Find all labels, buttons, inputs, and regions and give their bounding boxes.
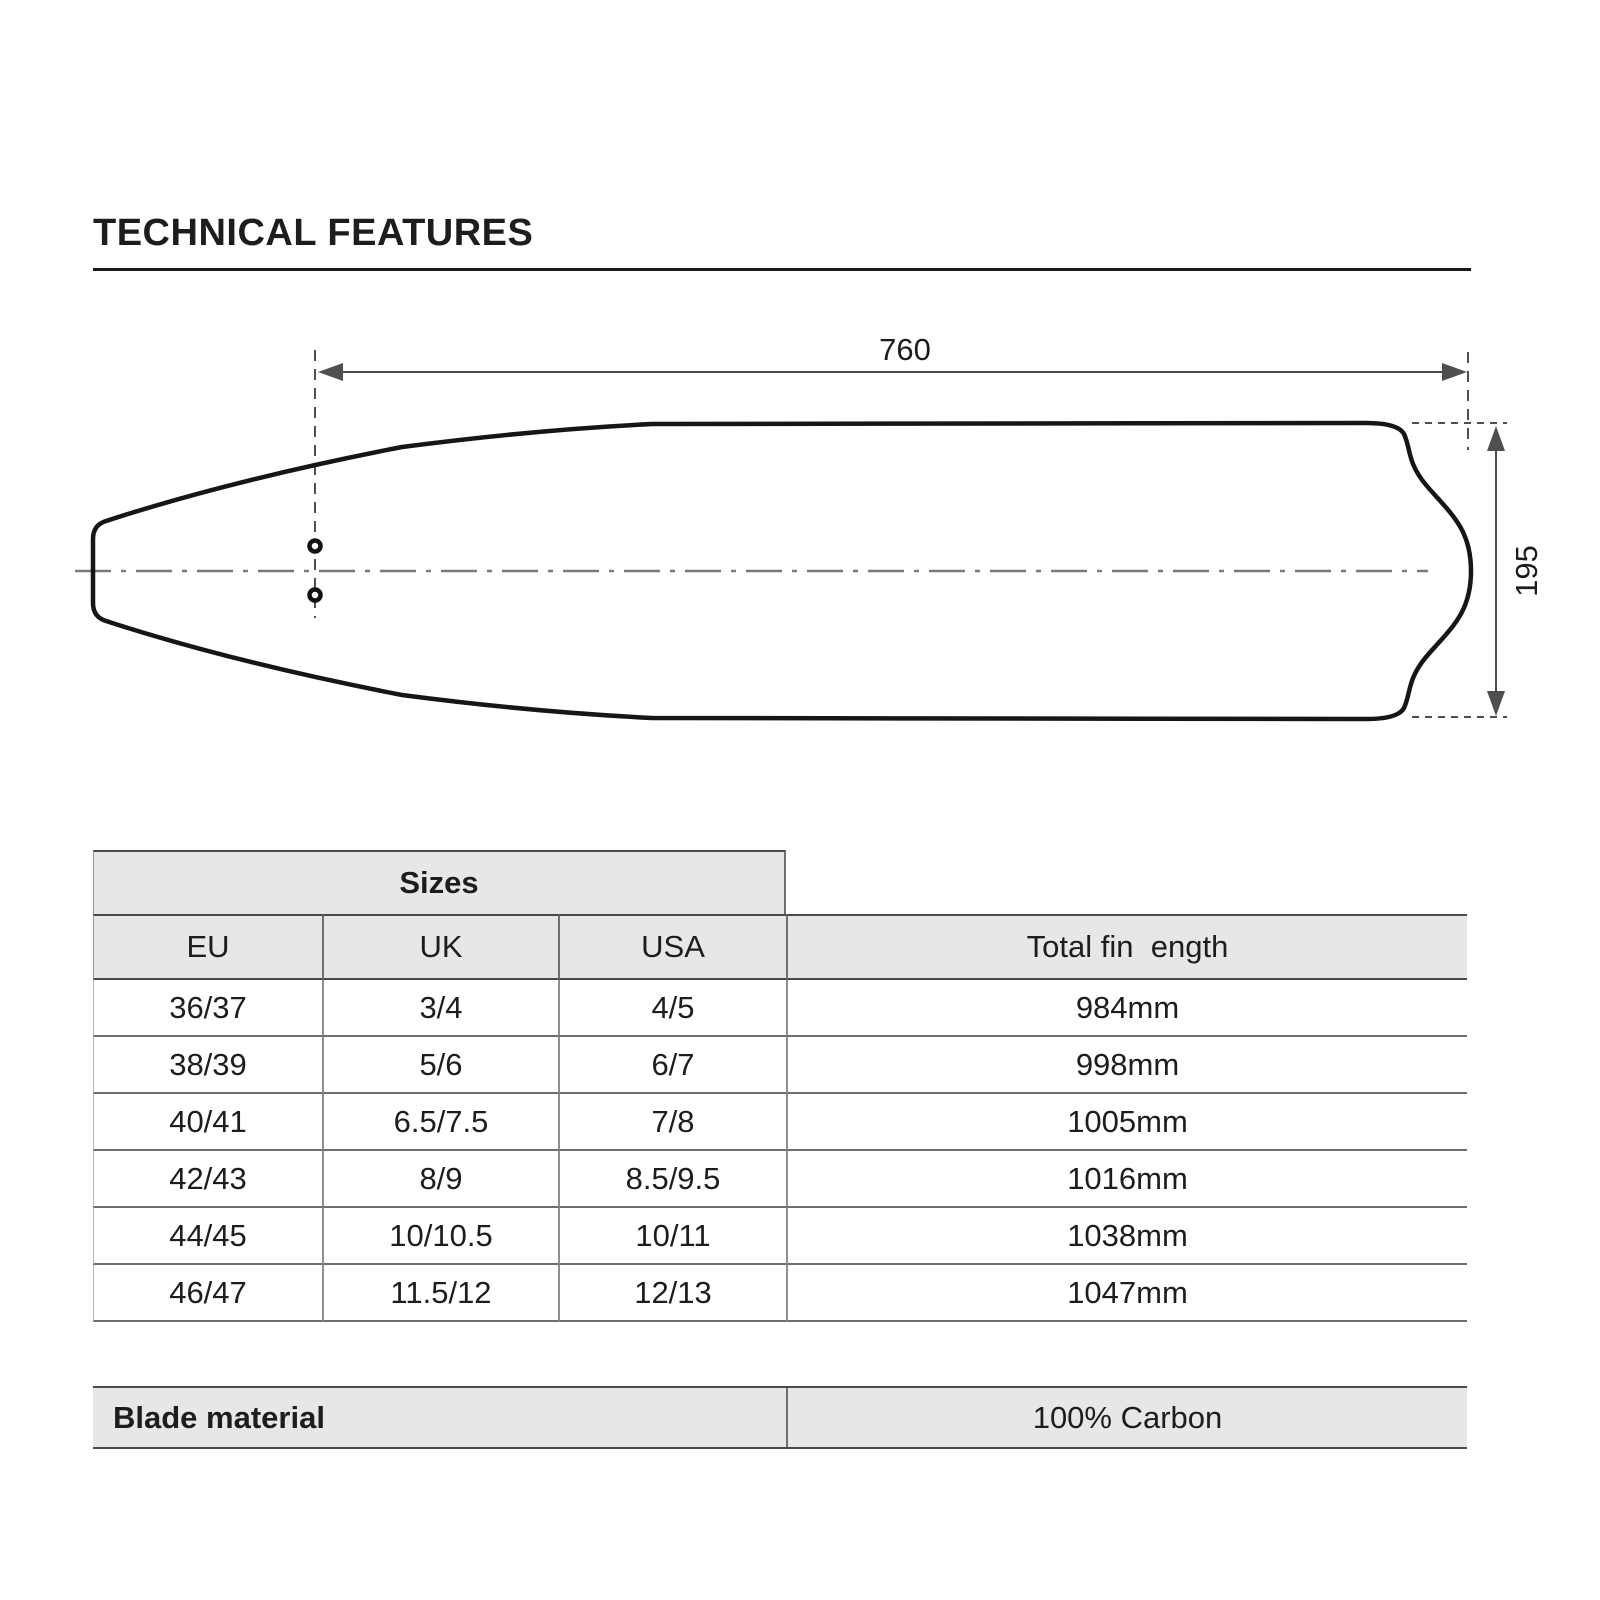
cell-total-length: 1038mm: [786, 1208, 1467, 1265]
cell-uk: 3/4: [322, 980, 558, 1037]
fin-technical-drawing: [0, 300, 1600, 770]
sizes-group-header-row: [93, 850, 1467, 914]
arrowhead-left-icon: [318, 363, 343, 381]
table-row: [93, 1094, 1467, 1151]
column-header-total-fin-length: Total fin ength: [786, 914, 1467, 980]
cell-total-length: 1047mm: [786, 1265, 1467, 1322]
column-header-row: [93, 914, 1467, 980]
cell-total-length: 984mm: [786, 980, 1467, 1037]
cell-eu: 46/47: [93, 1265, 322, 1322]
width-dimension: [1487, 426, 1544, 716]
material-label: Blade material: [113, 1399, 325, 1435]
cell-eu: 44/45: [93, 1208, 322, 1265]
column-header-uk: UK: [322, 914, 558, 980]
cell-eu: 36/37: [93, 980, 322, 1037]
cell-usa: 12/13: [558, 1265, 786, 1322]
cell-total-length: 1016mm: [786, 1151, 1467, 1208]
mounting-hole-top: [310, 541, 321, 552]
cell-usa: 10/11: [558, 1208, 786, 1265]
title-rule: [93, 268, 1471, 271]
cell-usa: 6/7: [558, 1037, 786, 1094]
page-title: TECHNICAL FEATURES: [93, 212, 534, 254]
sizes-table: [93, 850, 1467, 1322]
length-dimension: [318, 332, 1467, 381]
mounting-hole-bottom: [310, 590, 321, 601]
sizes-group-header: Sizes: [93, 850, 786, 914]
length-label: 760: [879, 332, 931, 367]
column-header-usa: USA: [558, 914, 786, 980]
table-row: [93, 1265, 1467, 1322]
cell-usa: 4/5: [558, 980, 786, 1037]
arrowhead-right-icon: [1442, 363, 1467, 381]
cell-uk: 5/6: [322, 1037, 558, 1094]
cell-eu: 42/43: [93, 1151, 322, 1208]
column-header-eu: EU: [93, 914, 322, 980]
cell-uk: 10/10.5: [322, 1208, 558, 1265]
cell-eu: 40/41: [93, 1094, 322, 1151]
material-row: [93, 1386, 1467, 1449]
cell-eu: 38/39: [93, 1037, 322, 1094]
cell-uk: 6.5/7.5: [322, 1094, 558, 1151]
width-label: 195: [1508, 545, 1544, 597]
cell-total-length: 998mm: [786, 1037, 1467, 1094]
table-row: [93, 1037, 1467, 1094]
cell-total-length: 1005mm: [786, 1094, 1467, 1151]
cell-usa: 7/8: [558, 1094, 786, 1151]
table-row: [93, 1208, 1467, 1265]
material-value: 100% Carbon: [786, 1388, 1467, 1447]
cell-usa: 8.5/9.5: [558, 1151, 786, 1208]
table-row: [93, 1151, 1467, 1208]
header-spacer: [786, 850, 1467, 914]
cell-uk: 11.5/12: [322, 1265, 558, 1322]
table-row: [93, 980, 1467, 1037]
arrowhead-up-icon: [1487, 426, 1505, 451]
cell-uk: 8/9: [322, 1151, 558, 1208]
arrowhead-down-icon: [1487, 691, 1505, 716]
